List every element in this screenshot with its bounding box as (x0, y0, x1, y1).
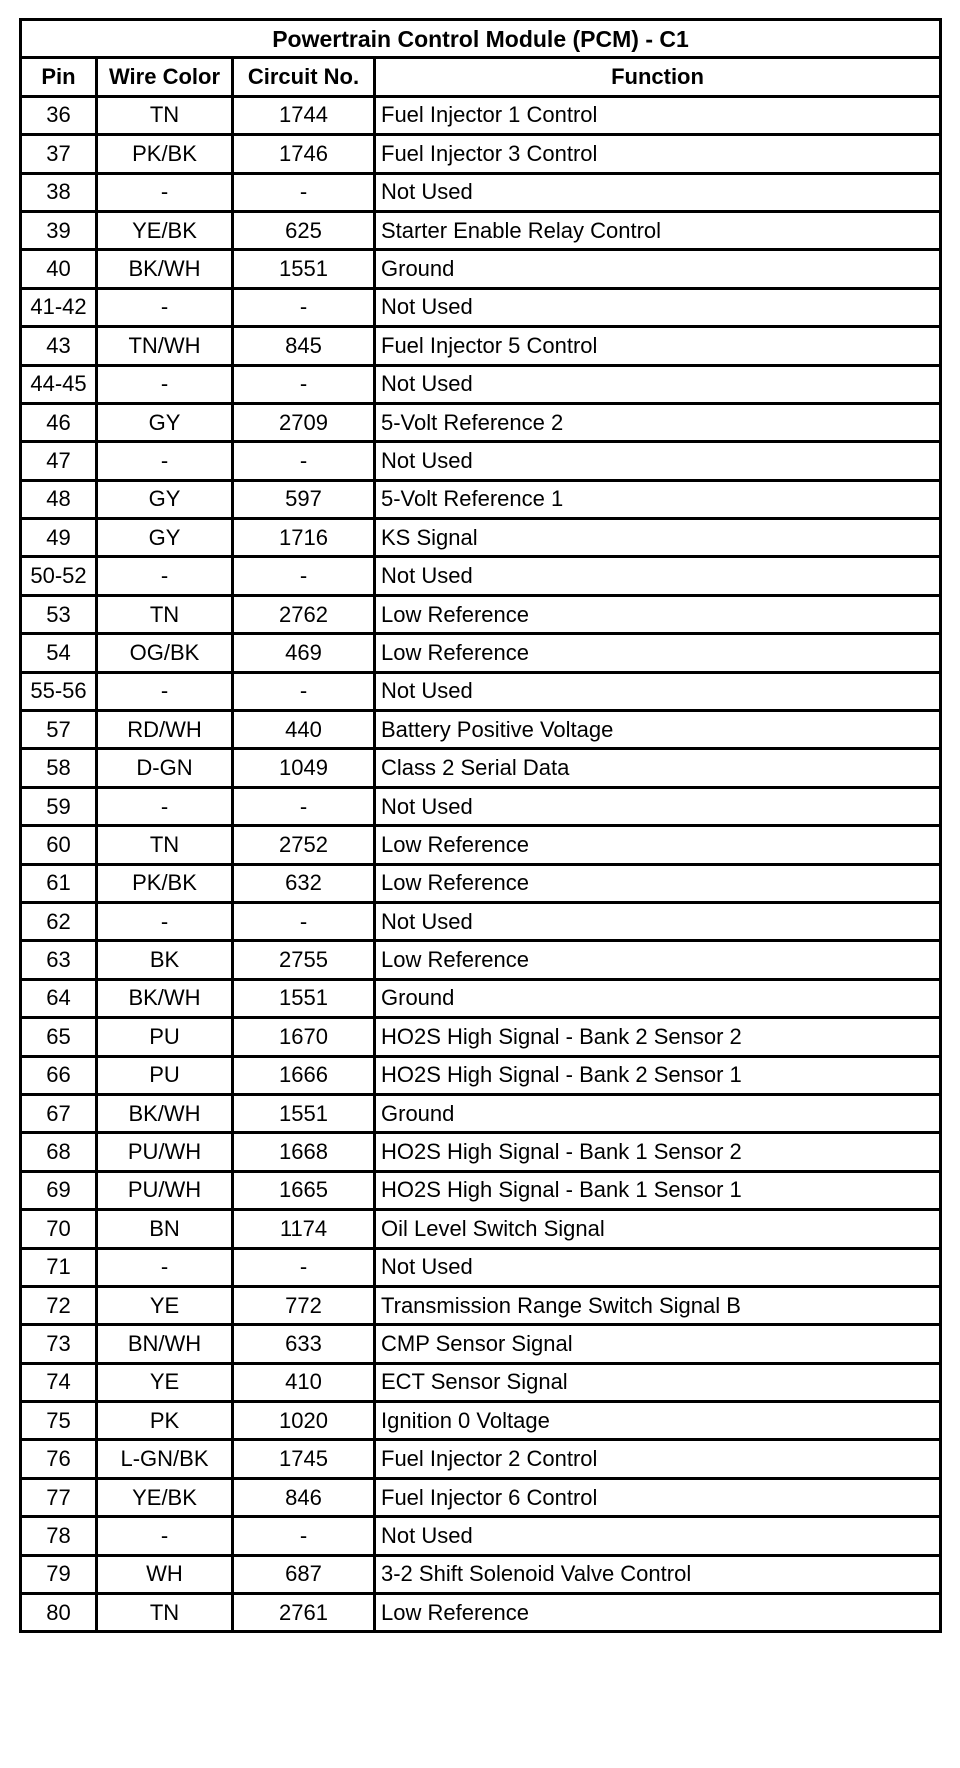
circuit-number-cell: 1020 (233, 1402, 375, 1440)
table-row (21, 634, 941, 672)
circuit-number-cell: - (233, 365, 375, 403)
function-cell: Not Used (375, 557, 941, 595)
function-cell: HO2S High Signal - Bank 1 Sensor 1 (375, 1171, 941, 1209)
function-cell: HO2S High Signal - Bank 2 Sensor 1 (375, 1056, 941, 1094)
pin-cell: 57 (21, 711, 97, 749)
pin-cell: 62 (21, 902, 97, 940)
function-cell: Ground (375, 250, 941, 288)
wire-color-cell: D-GN (97, 749, 233, 787)
circuit-number-cell: 410 (233, 1363, 375, 1401)
pin-cell: 78 (21, 1517, 97, 1555)
pin-cell: 70 (21, 1210, 97, 1248)
table-row (21, 1210, 941, 1248)
circuit-number-cell: 846 (233, 1478, 375, 1516)
table-row (21, 403, 941, 441)
circuit-number-cell: 1716 (233, 519, 375, 557)
wire-color-cell: - (97, 173, 233, 211)
pin-cell: 64 (21, 979, 97, 1017)
function-cell: Not Used (375, 787, 941, 825)
function-cell: 5-Volt Reference 1 (375, 480, 941, 518)
wire-color-cell: WH (97, 1555, 233, 1593)
wire-color-cell: PK/BK (97, 135, 233, 173)
circuit-number-cell: 1744 (233, 96, 375, 134)
function-cell: Fuel Injector 1 Control (375, 96, 941, 134)
wire-color-cell: YE (97, 1286, 233, 1324)
function-cell: Not Used (375, 173, 941, 211)
pin-cell: 73 (21, 1325, 97, 1363)
wire-color-cell: TN (97, 826, 233, 864)
circuit-number-cell: 845 (233, 327, 375, 365)
function-cell: Battery Positive Voltage (375, 711, 941, 749)
function-cell: Low Reference (375, 595, 941, 633)
function-cell: Fuel Injector 6 Control (375, 1478, 941, 1516)
pin-cell: 48 (21, 480, 97, 518)
pin-cell: 65 (21, 1018, 97, 1056)
pin-cell: 69 (21, 1171, 97, 1209)
pin-cell: 66 (21, 1056, 97, 1094)
wire-color-cell: YE/BK (97, 211, 233, 249)
circuit-number-cell: 1666 (233, 1056, 375, 1094)
function-cell: Low Reference (375, 826, 941, 864)
wire-color-cell: L-GN/BK (97, 1440, 233, 1478)
table-row (21, 1133, 941, 1171)
function-cell: Transmission Range Switch Signal B (375, 1286, 941, 1324)
table-row (21, 250, 941, 288)
circuit-number-cell: 2752 (233, 826, 375, 864)
pin-cell: 67 (21, 1094, 97, 1132)
wire-color-cell: TN (97, 96, 233, 134)
wire-color-cell: - (97, 365, 233, 403)
circuit-number-cell: 633 (233, 1325, 375, 1363)
wire-color-cell: BK/WH (97, 250, 233, 288)
table-row (21, 1402, 941, 1440)
function-cell: Low Reference (375, 864, 941, 902)
circuit-number-cell: 1670 (233, 1018, 375, 1056)
circuit-number-cell: 1551 (233, 1094, 375, 1132)
wire-color-cell: OG/BK (97, 634, 233, 672)
table-row (21, 1056, 941, 1094)
wire-color-cell: PK/BK (97, 864, 233, 902)
pin-cell: 54 (21, 634, 97, 672)
circuit-number-cell: 2755 (233, 941, 375, 979)
function-cell: ECT Sensor Signal (375, 1363, 941, 1401)
pin-cell: 50-52 (21, 557, 97, 595)
circuit-number-cell: 1668 (233, 1133, 375, 1171)
table-row (21, 173, 941, 211)
function-cell: Not Used (375, 1517, 941, 1555)
function-cell: Fuel Injector 5 Control (375, 327, 941, 365)
wire-color-cell: TN (97, 595, 233, 633)
wire-color-cell: GY (97, 403, 233, 441)
wire-color-cell: PU/WH (97, 1133, 233, 1171)
wire-color-cell: BK/WH (97, 1094, 233, 1132)
table-row (21, 941, 941, 979)
wire-color-cell: - (97, 442, 233, 480)
pin-cell: 44-45 (21, 365, 97, 403)
function-cell: Not Used (375, 1248, 941, 1286)
pin-cell: 43 (21, 327, 97, 365)
function-cell: Not Used (375, 902, 941, 940)
circuit-number-cell: 1551 (233, 250, 375, 288)
function-cell: Fuel Injector 2 Control (375, 1440, 941, 1478)
circuit-number-cell: 440 (233, 711, 375, 749)
function-cell: Ground (375, 979, 941, 1017)
wire-color-cell: BK/WH (97, 979, 233, 1017)
table-row (21, 1517, 941, 1555)
pin-cell: 61 (21, 864, 97, 902)
table-title-row (21, 20, 941, 58)
table-row (21, 1478, 941, 1516)
function-cell: Not Used (375, 442, 941, 480)
pcm-connector-table (19, 18, 942, 1633)
wire-color-cell: YE (97, 1363, 233, 1401)
table-row (21, 480, 941, 518)
table-row (21, 787, 941, 825)
function-cell: 5-Volt Reference 2 (375, 403, 941, 441)
wire-color-cell: GY (97, 480, 233, 518)
pin-cell: 71 (21, 1248, 97, 1286)
table-row (21, 1440, 941, 1478)
circuit-number-cell: 1745 (233, 1440, 375, 1478)
function-cell: Ground (375, 1094, 941, 1132)
header-circuit-no: Circuit No. (233, 58, 375, 96)
wire-color-cell: BN/WH (97, 1325, 233, 1363)
table-body (21, 96, 941, 1632)
circuit-number-cell: - (233, 787, 375, 825)
wire-color-cell: - (97, 902, 233, 940)
pcm-connector-table-container (19, 18, 942, 1633)
circuit-number-cell: 625 (233, 211, 375, 249)
circuit-number-cell: - (233, 672, 375, 710)
wire-color-cell: - (97, 557, 233, 595)
table-row (21, 1094, 941, 1132)
table-row (21, 519, 941, 557)
wire-color-cell: - (97, 1517, 233, 1555)
pin-cell: 60 (21, 826, 97, 864)
function-cell: 3-2 Shift Solenoid Valve Control (375, 1555, 941, 1593)
pin-cell: 39 (21, 211, 97, 249)
circuit-number-cell: - (233, 557, 375, 595)
circuit-number-cell: 1049 (233, 749, 375, 787)
circuit-number-cell: - (233, 173, 375, 211)
table-row (21, 902, 941, 940)
table-row (21, 864, 941, 902)
table-row (21, 1286, 941, 1324)
pin-cell: 58 (21, 749, 97, 787)
circuit-number-cell: 1551 (233, 979, 375, 1017)
pin-cell: 75 (21, 1402, 97, 1440)
pin-cell: 74 (21, 1363, 97, 1401)
circuit-number-cell: - (233, 1248, 375, 1286)
table-row (21, 749, 941, 787)
pin-cell: 46 (21, 403, 97, 441)
function-cell: Low Reference (375, 634, 941, 672)
circuit-number-cell: - (233, 902, 375, 940)
wire-color-cell: TN (97, 1594, 233, 1632)
table-row (21, 288, 941, 326)
function-cell: Ignition 0 Voltage (375, 1402, 941, 1440)
pin-cell: 76 (21, 1440, 97, 1478)
table-row (21, 1594, 941, 1632)
circuit-number-cell: 687 (233, 1555, 375, 1593)
header-function: Function (375, 58, 941, 96)
function-cell: CMP Sensor Signal (375, 1325, 941, 1363)
circuit-number-cell: 597 (233, 480, 375, 518)
function-cell: Low Reference (375, 941, 941, 979)
table-row (21, 211, 941, 249)
pin-cell: 59 (21, 787, 97, 825)
pin-cell: 41-42 (21, 288, 97, 326)
table-row (21, 135, 941, 173)
table-row (21, 557, 941, 595)
wire-color-cell: GY (97, 519, 233, 557)
pin-cell: 49 (21, 519, 97, 557)
wire-color-cell: - (97, 1248, 233, 1286)
circuit-number-cell: - (233, 1517, 375, 1555)
header-wire-color: Wire Color (97, 58, 233, 96)
table-row (21, 1248, 941, 1286)
table-row (21, 327, 941, 365)
pin-cell: 79 (21, 1555, 97, 1593)
circuit-number-cell: 2761 (233, 1594, 375, 1632)
table-row (21, 826, 941, 864)
header-pin: Pin (21, 58, 97, 96)
table-row (21, 1171, 941, 1209)
wire-color-cell: - (97, 672, 233, 710)
wire-color-cell: PK (97, 1402, 233, 1440)
wire-color-cell: PU (97, 1018, 233, 1056)
wire-color-cell: BN (97, 1210, 233, 1248)
pin-cell: 38 (21, 173, 97, 211)
pin-cell: 55-56 (21, 672, 97, 710)
wire-color-cell: BK (97, 941, 233, 979)
circuit-number-cell: - (233, 288, 375, 326)
table-row (21, 1363, 941, 1401)
wire-color-cell: TN/WH (97, 327, 233, 365)
function-cell: Class 2 Serial Data (375, 749, 941, 787)
function-cell: Low Reference (375, 1594, 941, 1632)
circuit-number-cell: - (233, 442, 375, 480)
wire-color-cell: PU/WH (97, 1171, 233, 1209)
circuit-number-cell: 772 (233, 1286, 375, 1324)
circuit-number-cell: 2709 (233, 403, 375, 441)
table-row (21, 1018, 941, 1056)
pin-cell: 53 (21, 595, 97, 633)
circuit-number-cell: 632 (233, 864, 375, 902)
table-row (21, 711, 941, 749)
table-row (21, 365, 941, 403)
table-row (21, 1325, 941, 1363)
wire-color-cell: - (97, 787, 233, 825)
function-cell: Not Used (375, 288, 941, 326)
table-row (21, 979, 941, 1017)
pin-cell: 68 (21, 1133, 97, 1171)
function-cell: Oil Level Switch Signal (375, 1210, 941, 1248)
wire-color-cell: RD/WH (97, 711, 233, 749)
pin-cell: 77 (21, 1478, 97, 1516)
pin-cell: 47 (21, 442, 97, 480)
function-cell: Fuel Injector 3 Control (375, 135, 941, 173)
wire-color-cell: - (97, 288, 233, 326)
pin-cell: 40 (21, 250, 97, 288)
wire-color-cell: PU (97, 1056, 233, 1094)
function-cell: Not Used (375, 672, 941, 710)
table-row (21, 1555, 941, 1593)
pin-cell: 37 (21, 135, 97, 173)
pin-cell: 72 (21, 1286, 97, 1324)
function-cell: HO2S High Signal - Bank 2 Sensor 2 (375, 1018, 941, 1056)
function-cell: HO2S High Signal - Bank 1 Sensor 2 (375, 1133, 941, 1171)
table-row (21, 595, 941, 633)
circuit-number-cell: 469 (233, 634, 375, 672)
pin-cell: 63 (21, 941, 97, 979)
table-title: Powertrain Control Module (PCM) - C1 (21, 20, 941, 58)
pin-cell: 36 (21, 96, 97, 134)
circuit-number-cell: 1174 (233, 1210, 375, 1248)
function-cell: Not Used (375, 365, 941, 403)
function-cell: Starter Enable Relay Control (375, 211, 941, 249)
circuit-number-cell: 2762 (233, 595, 375, 633)
table-row (21, 672, 941, 710)
wire-color-cell: YE/BK (97, 1478, 233, 1516)
table-row (21, 442, 941, 480)
pin-cell: 80 (21, 1594, 97, 1632)
circuit-number-cell: 1746 (233, 135, 375, 173)
function-cell: KS Signal (375, 519, 941, 557)
circuit-number-cell: 1665 (233, 1171, 375, 1209)
table-header-row (21, 58, 941, 96)
table-row (21, 96, 941, 134)
